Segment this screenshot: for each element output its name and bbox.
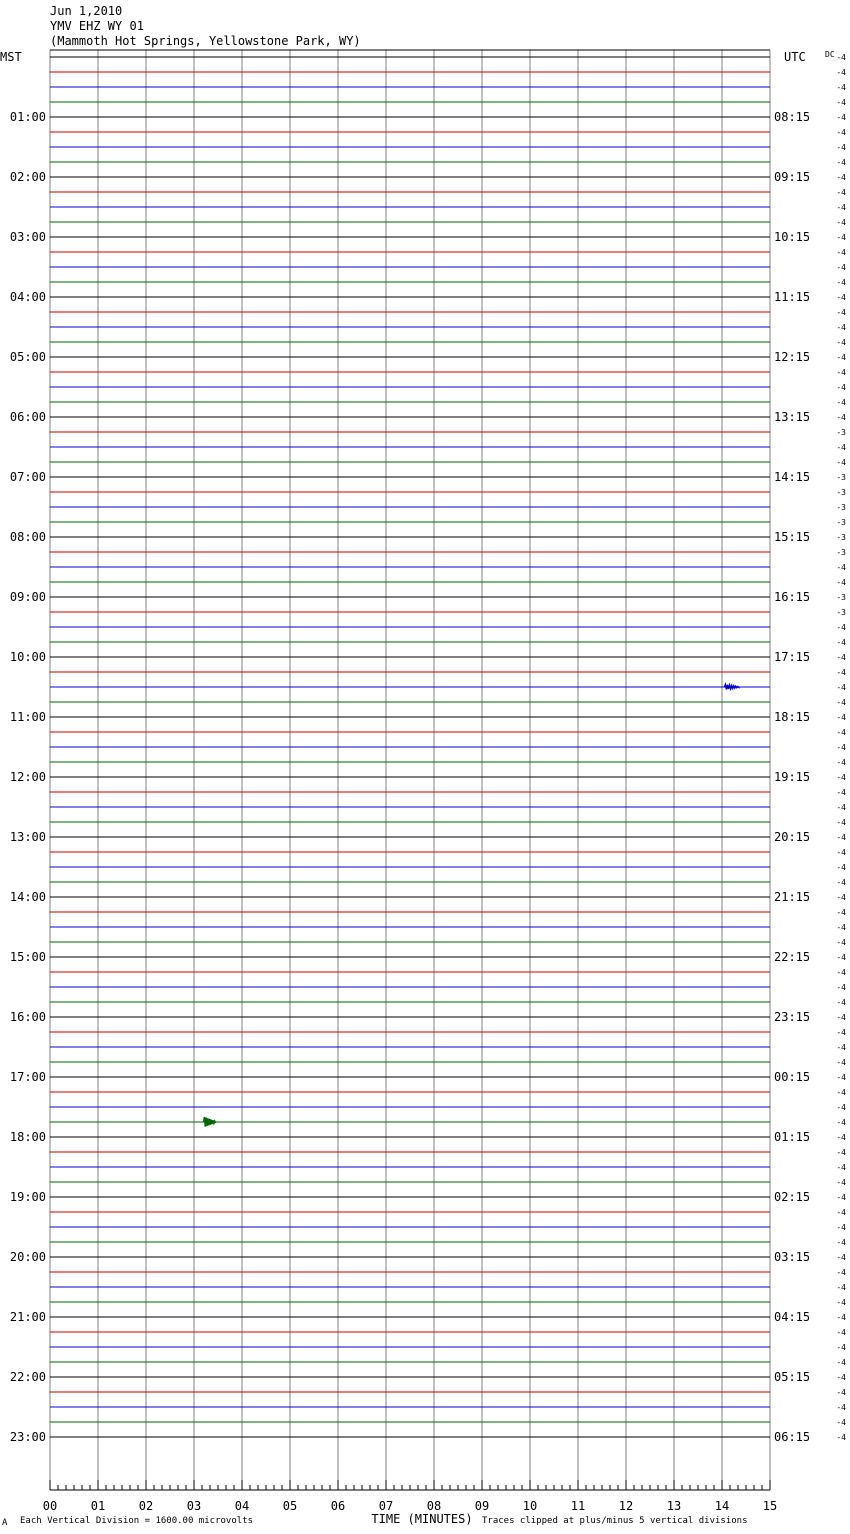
utc-tick-label: 16:15: [774, 590, 811, 604]
dc-offset-value: -3: [836, 488, 846, 497]
dc-offset-value: -4: [836, 293, 846, 302]
dc-offset-value: -4: [836, 1343, 846, 1352]
utc-tick-label: 23:15: [774, 1010, 811, 1024]
utc-tick-label: 21:15: [774, 890, 811, 904]
utc-tick-label: 03:15: [774, 1250, 811, 1264]
dc-offset-value: -3: [836, 593, 846, 602]
dc-offset-value: -4: [836, 1268, 846, 1277]
dc-offset-value: -4: [836, 938, 846, 947]
x-tick-label: 01: [90, 1499, 106, 1513]
utc-time-labels: [774, 110, 810, 1444]
dc-offset-value: -4: [836, 1388, 846, 1397]
dc-offset-value: -4: [836, 953, 846, 962]
mst-tick-label: 16:00: [9, 1010, 46, 1024]
dc-offset-value: -4: [836, 1223, 846, 1232]
utc-tick-label: 20:15: [774, 830, 811, 844]
mst-time-labels: [10, 110, 46, 1444]
station-label: YMV EHZ WY 01: [50, 19, 144, 33]
dc-offset-value: -4: [836, 113, 846, 122]
x-tick-label: 10: [522, 1499, 538, 1513]
dc-offset-value: -4: [836, 173, 846, 182]
footer-mark: A: [2, 1518, 8, 1528]
dc-offset-value: -4: [836, 788, 846, 797]
dc-offset-value: -4: [836, 1088, 846, 1097]
dc-offset-value: -4: [836, 308, 846, 317]
dc-offset-value: -4: [836, 323, 846, 332]
dc-offset-value: -3: [836, 503, 846, 512]
dc-offset-value: -4: [836, 1043, 846, 1052]
dc-offset-value: -4: [836, 188, 846, 197]
utc-tick-label: 02:15: [774, 1190, 811, 1204]
dc-offset-value: -4: [836, 653, 846, 662]
dc-offset-value: -4: [836, 563, 846, 572]
dc-offset-value: -4: [836, 143, 846, 152]
x-tick-label: 15: [762, 1499, 778, 1513]
dc-offset-value: -4: [836, 68, 846, 77]
event-waveform: [724, 685, 738, 690]
x-tick-label: 12: [618, 1499, 634, 1513]
utc-tick-label: 09:15: [774, 170, 811, 184]
utc-tick-label: 05:15: [774, 1370, 811, 1384]
dc-offset-value: -4: [836, 1433, 846, 1442]
dc-offset-value: -4: [836, 638, 846, 647]
dc-offset-value: -4: [836, 53, 846, 62]
dc-offset-value: -4: [836, 368, 846, 377]
utc-tick-label: 13:15: [774, 410, 811, 424]
dc-offset-value: -3: [836, 428, 846, 437]
scale-note: Each Vertical Division = 1600.00 microvolts: [20, 1516, 253, 1526]
dc-offset-value: -4: [836, 248, 846, 257]
dc-offset-value: -4: [836, 1283, 846, 1292]
x-tick-label: 04: [234, 1499, 250, 1513]
dc-offset-value: -4: [836, 383, 846, 392]
dc-offset-value: -4: [836, 698, 846, 707]
utc-tick-label: 04:15: [774, 1310, 811, 1324]
dc-offset-value: -4: [836, 713, 846, 722]
mst-tick-label: 23:00: [9, 1430, 46, 1444]
x-tick-label: 11: [570, 1499, 586, 1513]
dc-offset-value: -4: [836, 623, 846, 632]
dc-offset-value: -3: [836, 608, 846, 617]
trace-lines: [50, 57, 770, 1437]
x-tick-label: 09: [474, 1499, 490, 1513]
event-waveform: [204, 1117, 216, 1127]
mst-tick-label: 08:00: [9, 530, 46, 544]
dc-offset-value: -4: [836, 773, 846, 782]
dc-offset-value: -4: [836, 758, 846, 767]
dc-offset-value: -4: [836, 968, 846, 977]
mst-tick-label: 07:00: [9, 470, 46, 484]
x-axis-title: TIME (MINUTES): [371, 1512, 473, 1526]
mst-tick-label: 18:00: [9, 1130, 46, 1144]
dc-offset-value: -4: [836, 1373, 846, 1382]
dc-offset-value: -4: [836, 83, 846, 92]
dc-offset-value: -4: [836, 203, 846, 212]
mst-tick-label: 15:00: [9, 950, 46, 964]
mst-tick-label: 20:00: [9, 1250, 46, 1264]
dc-offset-value: -4: [836, 158, 846, 167]
dc-offset-value: -4: [836, 1103, 846, 1112]
utc-tick-label: 14:15: [774, 470, 811, 484]
dc-offset-value: -4: [836, 338, 846, 347]
dc-offset-value: -4: [836, 728, 846, 737]
x-tick-label: 03: [186, 1499, 202, 1513]
dc-offset-value: -4: [836, 263, 846, 272]
utc-tick-label: 10:15: [774, 230, 811, 244]
utc-tick-label: 12:15: [774, 350, 811, 364]
clip-note: Traces clipped at plus/minus 5 vertical divisions: [482, 1516, 748, 1526]
utc-tick-label: 00:15: [774, 1070, 811, 1084]
dc-offset-value: -4: [836, 803, 846, 812]
seismic-events: [204, 685, 739, 1127]
date-label: Jun 1,2010: [50, 4, 123, 18]
dc-label: DC: [825, 50, 835, 59]
dc-offset-value: -4: [836, 833, 846, 842]
utc-tick-label: 06:15: [774, 1430, 811, 1444]
dc-offset-value: -4: [836, 1298, 846, 1307]
dc-offset-value: -4: [836, 233, 846, 242]
dc-offset-value: -4: [836, 1028, 846, 1037]
dc-offset-value: -4: [836, 1013, 846, 1022]
utc-label: UTC: [784, 50, 806, 64]
utc-tick-label: 22:15: [774, 950, 811, 964]
mst-tick-label: 17:00: [9, 1070, 46, 1084]
dc-offset-value: -4: [836, 878, 846, 887]
dc-offset-value: -4: [836, 128, 846, 137]
mst-tick-label: 13:00: [9, 830, 46, 844]
dc-offset-value: -4: [836, 1058, 846, 1067]
dc-offset-value: -4: [836, 1118, 846, 1127]
dc-offset-value: -4: [836, 1073, 846, 1082]
mst-tick-label: 12:00: [9, 770, 46, 784]
x-tick-label: 08: [426, 1499, 442, 1513]
dc-offset-value: -4: [836, 1418, 846, 1427]
dc-offset-value: -4: [836, 1358, 846, 1367]
dc-offset-value: -4: [836, 668, 846, 677]
dc-offset-value: -3: [836, 548, 846, 557]
dc-offset-value: -3: [836, 473, 846, 482]
dc-offset-value: -4: [836, 923, 846, 932]
dc-offset-value: -4: [836, 1133, 846, 1142]
mst-tick-label: 10:00: [9, 650, 46, 664]
dc-offset-value: -4: [836, 998, 846, 1007]
utc-tick-label: 11:15: [774, 290, 811, 304]
mst-tick-label: 02:00: [9, 170, 46, 184]
dc-offset-value: -4: [836, 1253, 846, 1262]
x-tick-label: 06: [330, 1499, 346, 1513]
dc-offset-value: -4: [836, 983, 846, 992]
dc-offset-value: -4: [836, 683, 846, 692]
dc-offset-value: -4: [836, 908, 846, 917]
mst-tick-label: 01:00: [9, 110, 46, 124]
dc-offset-value: -4: [836, 743, 846, 752]
mst-tick-label: 09:00: [9, 590, 46, 604]
x-tick-label: 14: [714, 1499, 730, 1513]
mst-tick-label: 22:00: [9, 1370, 46, 1384]
dc-offset-value: -4: [836, 278, 846, 287]
x-tick-label: 02: [138, 1499, 154, 1513]
dc-offset-value: -4: [836, 1313, 846, 1322]
x-axis: [43, 1480, 777, 1513]
mst-tick-label: 14:00: [9, 890, 46, 904]
dc-offset-value: -4: [836, 98, 846, 107]
dc-offset-value: -4: [836, 353, 846, 362]
dc-offset-value: -3: [836, 518, 846, 527]
dc-offset-value: -4: [836, 1328, 846, 1337]
dc-offset-labels: [836, 53, 846, 1442]
minute-grid: [50, 50, 770, 1490]
x-tick-label: 05: [282, 1499, 298, 1513]
location-label: (Mammoth Hot Springs, Yellowstone Park, WY): [50, 34, 361, 48]
mst-tick-label: 19:00: [9, 1190, 46, 1204]
mst-label: MST: [0, 50, 22, 64]
dc-offset-value: -4: [836, 1148, 846, 1157]
dc-offset-value: -4: [836, 578, 846, 587]
utc-tick-label: 17:15: [774, 650, 811, 664]
utc-tick-label: 19:15: [774, 770, 811, 784]
dc-offset-value: -4: [836, 848, 846, 857]
x-tick-label: 07: [378, 1499, 394, 1513]
dc-offset-value: -4: [836, 443, 846, 452]
dc-offset-value: -4: [836, 413, 846, 422]
x-tick-label: 00: [42, 1499, 58, 1513]
utc-tick-label: 18:15: [774, 710, 811, 724]
dc-offset-value: -4: [836, 1178, 846, 1187]
dc-offset-value: -4: [836, 863, 846, 872]
dc-offset-value: -4: [836, 1403, 846, 1412]
utc-tick-label: 15:15: [774, 530, 811, 544]
dc-offset-value: -4: [836, 893, 846, 902]
dc-offset-value: -4: [836, 1208, 846, 1217]
utc-tick-label: 01:15: [774, 1130, 811, 1144]
dc-offset-value: -4: [836, 218, 846, 227]
mst-tick-label: 11:00: [9, 710, 46, 724]
dc-offset-value: -4: [836, 458, 846, 467]
dc-offset-value: -3: [836, 533, 846, 542]
mst-tick-label: 03:00: [9, 230, 46, 244]
mst-tick-label: 05:00: [9, 350, 46, 364]
dc-offset-value: -4: [836, 1163, 846, 1172]
utc-tick-label: 08:15: [774, 110, 811, 124]
dc-offset-value: -4: [836, 398, 846, 407]
dc-offset-value: -4: [836, 818, 846, 827]
dc-offset-value: -4: [836, 1238, 846, 1247]
mst-tick-label: 04:00: [9, 290, 46, 304]
x-tick-label: 13: [666, 1499, 682, 1513]
dc-offset-value: -4: [836, 1193, 846, 1202]
mst-tick-label: 21:00: [9, 1310, 46, 1324]
mst-tick-label: 06:00: [9, 410, 46, 424]
